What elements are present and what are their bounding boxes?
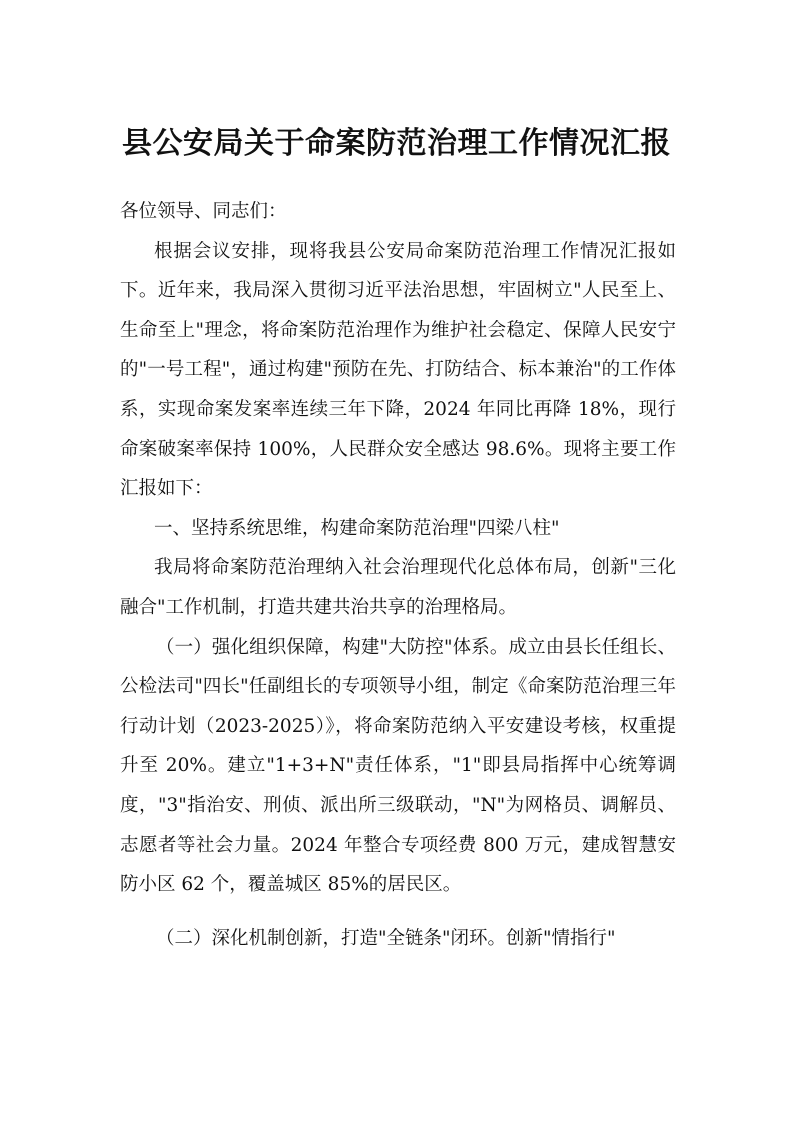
- paragraph-intro: 根据会议安排，现将我县公安局命案防范治理工作情况汇报如下。近年来，我局深入贯彻习近平法治思想，牢固树立"人民至上、生命至上"理念，将命案防范治理作为维护社会稳定、保障人民安宁的"一号工程"，通过构建"预防在先、打防结合、标本兼治"的工作体系，实现命案发案率连续三年下降，2024 年同比再降 18%，现行命案破案率保持 100%，人民群众安全感达 98.6%。现将主要工作汇报如下：: [120, 240, 676, 500]
- document-title: 县公安局关于命案防范治理工作情况汇报: [122, 126, 671, 161]
- document-body: [120, 192, 676, 958]
- section-heading-1: 一、坚持系统思维，构建命案防范治理"四梁八柱": [154, 517, 560, 539]
- paragraph-section-1: 我局将命案防范治理纳入社会治理现代化总体布局，创新"三化融合"工作机制，打造共建共治共享的治理格局。: [120, 557, 676, 618]
- paragraph-subsection-2: （二）深化机制创新，打造"全链条"闭环。创新"情指行": [156, 927, 616, 949]
- paragraph-subsection-1: （一）强化组织保障，构建"大防控"体系。成立由县长任组长、公检法司"四长"任副组长的专项领导小组，制定《命案防范治理三年行动计划（2023-2025）》，将命案防范纳入平安建设考核，权重提升至 20%。建立"1+3+N"责任体系，"1"即县局指挥中心统筹调度，"3"指治安、刑侦、派出所三级联动，"N"为网格员、调解员、志愿者等社会力量。2024 年整合专项经费 800 万元，建成智慧安防小区 62 个，覆盖城区 85%的居民区。: [120, 636, 676, 896]
- salutation: 各位领导、同志们：: [120, 201, 287, 222]
